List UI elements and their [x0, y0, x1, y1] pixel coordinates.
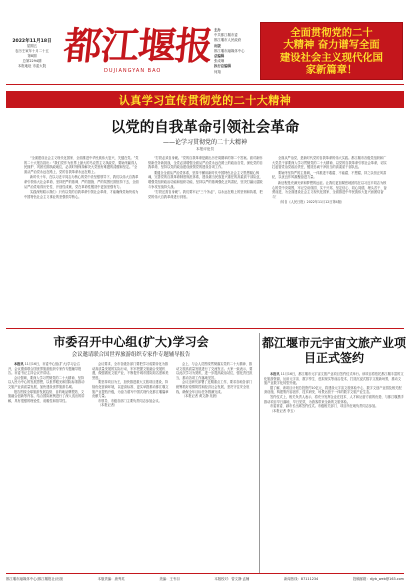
article-paragraph: 全面从严治党，是新时代党的自我革命的伟大实践。都江堰市各级党组织和广大党员干部要深入学习贯彻党的二十大精神，以党的自我革命引领社会革命，切实扛起管党治党政治责任，锻造忠诚干净担当的高素质干部队伍。: [272, 156, 387, 170]
footer-publisher: 都江堰市融媒体中心(都江堰报社)出版: [6, 576, 63, 581]
header-divider: [6, 84, 404, 85]
article-paragraph: （本报记者 黄文静 吴晨）: [182, 394, 220, 399]
left-subhead: 会议邀请联合国世界旅游组织专家作专题辅导报告: [71, 352, 191, 358]
article-column: [176, 362, 254, 572]
main-article-body: [24, 156, 388, 322]
footer-hotline: 新闻热线：87111234: [283, 576, 319, 581]
right-headline: 都江堰市元宇宙文旅产业项目正式签约: [262, 336, 407, 365]
article-paragraph: “打铁还需自身硬”。我们要牢记“三个务必”，以永远在路上的坚韧和执着，把党的伟大自我革命进行到底。: [148, 190, 263, 199]
newspaper-logo-pinyin: DUJIANGYAN BAO: [104, 68, 162, 74]
article-paragraph: 据了解，该项目计划总投资约10亿元，将建设元宇宙文旅体验中心、数字文创产业园及相关配套设施，构建集内容创作、技术研发、场景运营于一体的数字文旅产业生态。: [264, 385, 402, 395]
article-paragraph: （本报记者）: [98, 403, 118, 408]
article-source: 本报讯: [270, 372, 281, 376]
slogan-line: 大精神 奋力谱写全面: [283, 39, 380, 52]
lunar-date: 农历壬寅年十月二十五: [15, 49, 49, 53]
issue-date: 2022年11月18日: [12, 39, 52, 44]
article-column: [148, 156, 264, 322]
masthead: [0, 0, 410, 82]
masthead-info-line: 总编辑: [214, 54, 225, 59]
footer-designer: 美编：王韦羽: [159, 576, 180, 581]
article-paragraph: 新征程是充满光荣和梦想的远征。让我们更加紧密地团结在以习近平同志为核心的党中央周围，牢记空谈误国、实干兴邦，坚定信心、同心同德，埋头苦干、奋勇前进，为全面建设社会主义现代化国家、全面推进中华民族伟大复兴而团结奋斗！: [272, 180, 387, 199]
article-paragraph: 会上，与会人员围绕贯彻落实党的二十大精神、推动文旅高质量发展进行了交流发言。大家一致表示，要以此次学习为契机，进一步提高政治站位，强化责任担当，推动各项工作落地见效。: [176, 362, 253, 380]
footer-email: 投稿邮箱：djyb_web@163.com: [352, 576, 404, 581]
article-source: 本报讯: [14, 362, 25, 366]
masthead-info-line: 主办: [214, 28, 221, 32]
slogan-banner: [260, 22, 403, 80]
masthead-info-line: 出版: [214, 43, 221, 48]
article-paragraph: 要坚持项目为王，加快推进重大文旅项目建设，持续优化营商环境，以更高标准、更实举措推动都江堰文旅产业提档升级，为奋力谱写中国式现代化都江堰篇章贡献力量。: [92, 380, 169, 399]
issue-total: 总第2294期: [22, 59, 42, 63]
left-headline: 市委召开中心组(扩大)学习会: [53, 335, 209, 349]
article-paragraph: 新时代十年，在以习近平同志为核心的党中央坚强领导下，我们以伟大自我革命引领伟大社会革命，坚持把严的基调、严的措施、严的氛围长期坚持下去，全面从严治党取得历史性、开创性成就，党在革命性锻造中更加坚强有力。: [24, 175, 139, 189]
column-divider: [259, 333, 260, 573]
section-divider: [6, 328, 404, 329]
article-paragraph: 市委常委、副市长出席签约仪式。市级相关部门、项目所在地负责同志参加。: [270, 404, 379, 409]
issue-weekday: 星期五: [26, 44, 38, 48]
issue-address: 本报地址 市委大院: [17, 64, 47, 68]
article-paragraph: 本报讯 11月16日，市委中心组(扩大)学习会召开，会议邀请联合国世界旅游组织专家作专题辅导报告。市委书记主持会议并讲话。: [8, 362, 82, 376]
article-paragraph: 本报讯 11月16日，都江堰市元宇宙文旅产业项目签约仪式举行。该项目将依托都江堰丰富的文化旅游资源，运用元宇宙、数字孪生、虚拟现实等前沿技术，打造沉浸式数字文旅新场景，推动文旅产业数字化转型升级。: [264, 372, 404, 386]
article-paragraph: “打铁必须自身硬。”党的自我革命是跳出历史周期率的第二个答案。面对新形势新任务新挑战，全党必须增强全面从严治党永远在路上的政治自觉，深化党的自我革命，坚持以党的政治建设统领党的建设各项工作。: [148, 156, 263, 170]
article-paragraph: 要健全全面从严治党体系，坚持不懈用新时代中国特色社会主义思想凝心铸魂，完善党的自我革命制度规范体系，建设堪当民族复兴重任的高素质干部队伍，增强党组织政治功能和组织功能，坚持以严的基调强化正风肃纪，坚决打赢反腐败斗争攻坚战持久战。: [148, 170, 263, 189]
article-column: [92, 362, 170, 572]
left-article-body: [8, 362, 254, 572]
article-paragraph: （转自《人民日报》2022年11月12日第4版）: [278, 200, 345, 205]
slogan-line: 全面贯彻党的二十: [290, 27, 373, 39]
article-paragraph: 报告围绕全球旅游发展趋势、目的地品牌塑造、文旅融合创新等内容，结合国际案例进行了深入浅出的讲解，具有很强的理论性、前瞻性和指导性。: [8, 389, 85, 403]
article-paragraph: 会议强调，要深入学习贯彻党的二十大精神，坚持以人民为中心的发展思想，以世界眼光和国际标准推动文旅产业高质量发展，加快建设世界旅游名城。: [8, 375, 85, 389]
newspaper-logo: 都江堰报: [61, 23, 215, 68]
main-author: 本报评论员: [196, 147, 214, 151]
issue-number: 第8期: [27, 54, 37, 58]
article-column: [24, 156, 140, 322]
article-column: [272, 156, 388, 322]
slogan-line: 家新篇章！: [305, 64, 358, 77]
masthead-info-line: 都江堰市融媒体中心: [214, 48, 245, 53]
article-column: [8, 362, 86, 572]
slogan-line: 建设社会主义现代化国: [280, 51, 383, 64]
masthead-info-line: 执行总编辑: [214, 64, 231, 69]
main-headline: 以党的自我革命引领社会革命: [110, 119, 300, 136]
section-banner-title: 认真学习宣传贯彻党的二十大精神: [118, 93, 292, 107]
right-article-body: [264, 372, 404, 572]
section-banner: [6, 91, 404, 108]
article-paragraph: “全面建设社会主义现代化国家、全面推进中华民族伟大复兴，关键在党。”党的二十大报告指出：“我们党作为世界上最大的马克思主义执政党，要始终赢得人民拥护、巩固长期执政地位，必须时刻保持解决大党独有难题的清醒和坚定。”全面从严治党永远在路上，党的自我革命永远在路上。: [24, 156, 139, 174]
issue-meta: [6, 38, 58, 69]
masthead-info-line: 张成琳: [214, 59, 225, 64]
article-paragraph: 会议还研究部署了近期重点工作，要求各地各部门统筹抓好疫情防控和经济社会发展，坚决守住安全底线，确保全年目标任务圆满完成。: [176, 380, 253, 394]
main-subtitle: ——论学习贯彻党的二十大精神: [162, 139, 247, 146]
masthead-info-line: 中共都江堰市委: [214, 33, 238, 38]
article-paragraph: 会议要求，全市各级各部门要把学习成果转化为推动高质量发展的实际行动，牢牢把握文旅融合发展机遇，做强做优文旅产业，不断提升城市国际知名度和美誉度。: [92, 362, 169, 380]
article-paragraph: 要始终坚持严的主基调，一体推进不敢腐、不能腐、不想腐，持之以恒正风肃纪，以优良作风凝聚奋进力量。: [272, 170, 387, 180]
masthead-info: [214, 28, 258, 75]
article-paragraph: 市领导，市级各部门主要负责同志参加会议。: [98, 398, 162, 403]
article-paragraph: 实践深刻昭示我们：只有以党的自我革命引领社会革命，才能确保党始终成为中国特色社会主义事业的坚强领导核心。: [24, 190, 139, 199]
page-footer: [6, 573, 404, 581]
article-paragraph: （本报记者 李玉）: [270, 408, 297, 413]
footer-proofreader: 本版校对：曾文静 孟楠: [214, 576, 250, 581]
article-paragraph: 签约仪式上，相关负责人表示，将充分发挥企业在技术、人才和运营方面的优势，与都江堰携手推动项目早日落地、早日见效，为游客带来全新的文旅体验。: [264, 394, 404, 404]
masthead-info-line: 何翔: [214, 69, 221, 74]
footer-editor: 本版责编：唐秀英: [97, 576, 125, 581]
masthead-info-line: 都江堰市人民政府: [214, 38, 242, 43]
